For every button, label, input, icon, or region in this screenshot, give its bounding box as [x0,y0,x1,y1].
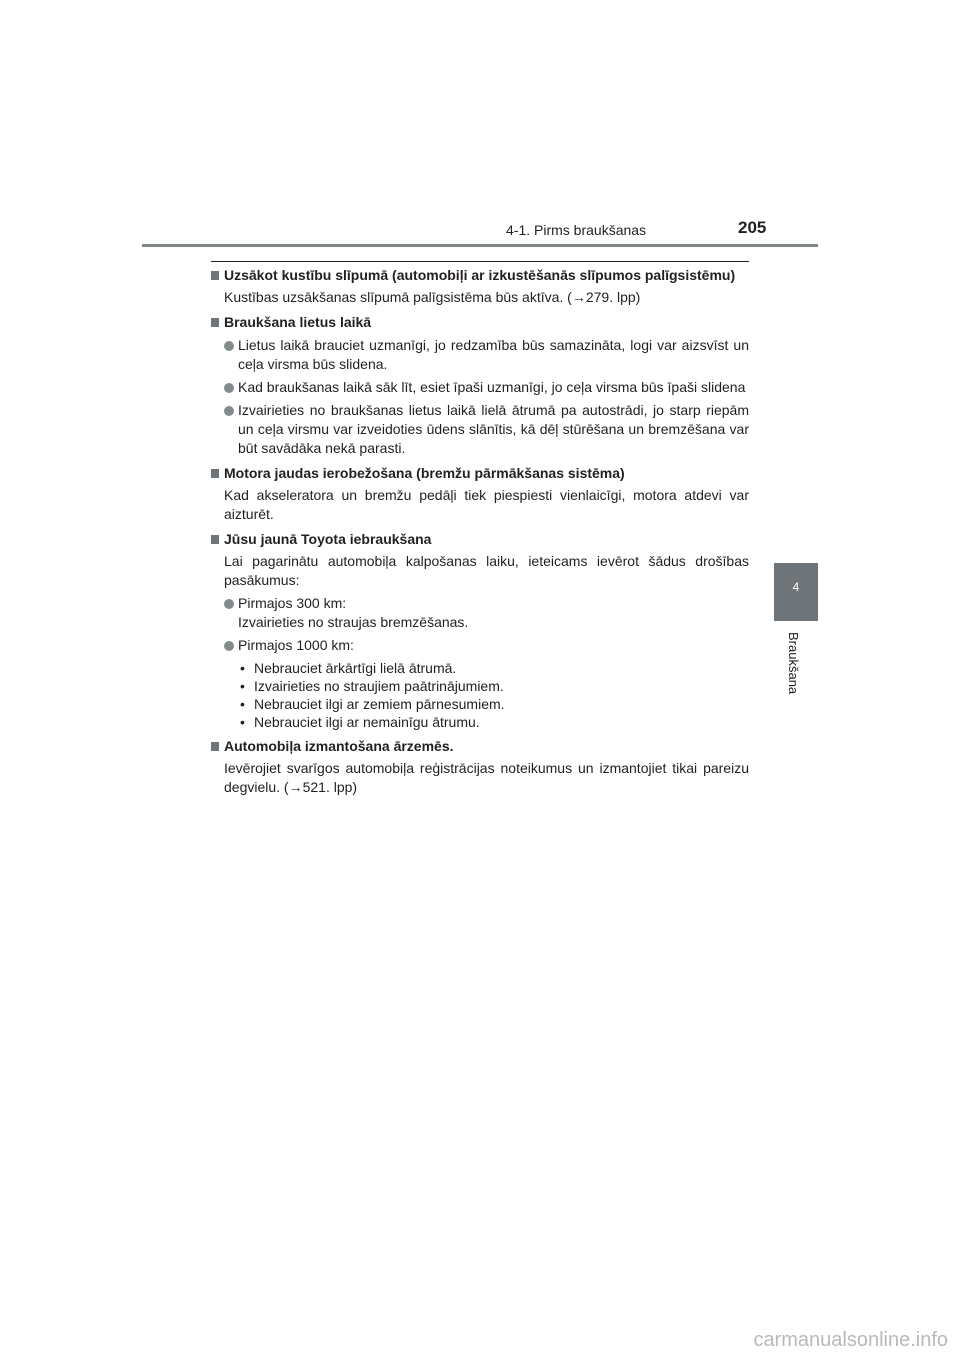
list-item [211,378,749,397]
round-bullet-icon [224,406,234,416]
section-heading-text: Jūsu jaunā Toyota iebraukšana [224,531,432,547]
sub-list-item [211,677,749,695]
section-paragraph: Ievērojiet svarīgos automobiļa reģistrācijas noteikumus un izmantojiet tikai pareizu degvielu. (→521. lpp) [224,760,749,795]
section-heading-text: Braukšana lietus laikā [224,314,372,330]
round-bullet-icon [224,341,234,351]
dot-bullet-mark: • [240,660,245,676]
chapter-section-title: 4-1. Pirms braukšanas [506,222,647,238]
square-bullet-icon [211,535,219,544]
square-bullet-icon [211,469,219,478]
dot-bullet-mark: • [240,678,245,694]
dot-bullet-mark: • [240,714,245,730]
square-bullet-icon [211,318,219,327]
list-item-text: Pirmajos 300 km: [238,595,347,611]
round-bullet-icon [224,641,234,651]
list-item-text: Pirmajos 1000 km: [238,637,354,653]
section-paragraph: Lai pagarinātu automobiļa kalpošanas laiku, ieteicams ievērot šādus drošības pasākumus: [224,553,749,588]
list-item-text: Lietus laikā brauciet uzmanīgi, jo redzamība būs samazināta, logi var aizsvīst un ceļa virsma būs slidena. [238,337,749,372]
section-heading-text: Uzsākot kustību slīpumā (automobiļi ar izkustēšanās slīpumos palīgsistēmu) [224,267,736,283]
round-bullet-icon [224,599,234,609]
list-item [211,636,749,655]
square-bullet-icon [211,742,219,751]
list-item-text: Izvairieties no braukšanas lietus laikā lielā ātrumā pa autostrādi, jo starp riepām un ceļa virsmu var izveidoties ūdens slānītis, kā dēļ stūrēšana un bremzēšana var būt savādāka nekā parasti. [238,402,749,456]
section-heading [211,530,749,549]
page-content [211,266,749,797]
section-paragraph: Kustības uzsākšanas slīpumā palīgsistēma būs aktīva. (→279. lpp) [224,289,641,305]
list-item [211,336,749,374]
sub-list-item-text: Nebrauciet ilgi ar nemainīgu ātrumu. [254,714,480,730]
watermark: carmanualsonline.info [753,1329,948,1351]
header-rule [142,244,818,247]
list-item-text: Izvairieties no straujas bremzēšanas. [238,614,469,630]
square-bullet-icon [211,271,219,280]
sub-list-item [211,713,749,731]
section-heading [211,737,749,756]
list-item-text: Kad braukšanas laikā sāk līt, esiet īpaši uzmanīgi, jo ceļa virsma būs īpaši slidena [238,379,746,395]
chapter-tab-label: Braukšana [786,632,801,695]
list-item [211,401,749,458]
sub-list-item [211,695,749,713]
section-heading [211,266,749,285]
section-heading-text: Motora jaudas ierobežošana (bremžu pārmākšanas sistēma) [224,465,625,481]
list-item [211,594,749,632]
sub-list [211,659,749,731]
section-heading-text: Automobiļa izmantošana ārzemēs. [224,738,454,754]
sub-list-item-text: Nebrauciet ilgi ar zemiem pārnesumiem. [254,696,505,712]
section-heading [211,464,749,483]
dot-bullet-mark: • [240,696,245,712]
page-number: 205 [738,218,767,237]
content-top-rule [211,261,749,262]
sub-list-item [211,659,749,677]
section-paragraph: Kad akseleratora un bremžu pedāļi tiek piespiesti vienlaicīgi, motora atdevi var aizturēt. [224,487,749,522]
chapter-tab-number: 4 [792,580,800,594]
sub-list-item-text: Nebrauciet ārkārtīgi lielā ātrumā. [254,660,457,676]
sub-list-item-text: Izvairieties no straujiem paātrinājumiem. [254,678,504,694]
round-bullet-icon [224,383,234,393]
section-heading [211,313,749,332]
